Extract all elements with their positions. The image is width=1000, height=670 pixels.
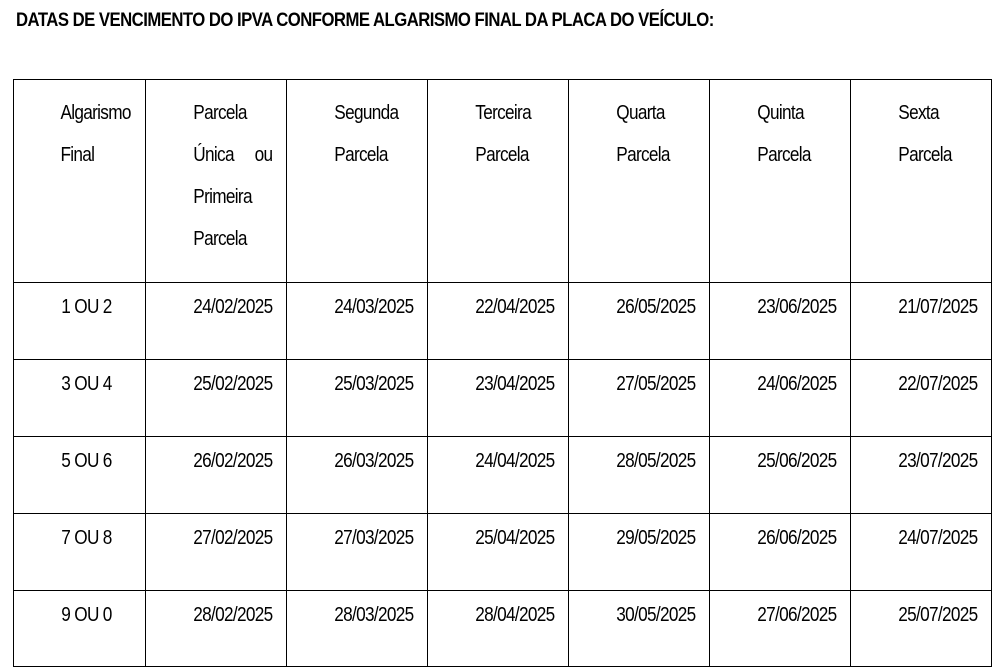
due-date-cell: 30/05/2025 [569, 591, 710, 667]
due-date-cell: 26/06/2025 [710, 514, 851, 591]
due-date-cell: 27/02/2025 [146, 514, 287, 591]
table-row [14, 591, 992, 667]
due-date-cell: 26/03/2025 [287, 437, 428, 514]
due-date-cell: 28/03/2025 [287, 591, 428, 667]
due-date-cell: 25/07/2025 [851, 591, 992, 667]
header-terceira-parcela [428, 80, 569, 283]
header-word: Única [193, 144, 234, 166]
plate-final-cell: 5 OU 6 [14, 437, 146, 514]
table-row [14, 514, 992, 591]
due-date-cell: 23/06/2025 [710, 283, 851, 360]
header-line: Sexta [898, 102, 939, 124]
header-segunda-parcela [287, 80, 428, 283]
due-date-cell: 25/06/2025 [710, 437, 851, 514]
header-algarismo-final [14, 80, 146, 283]
due-date-cell: 24/02/2025 [146, 283, 287, 360]
due-date-cell: 24/06/2025 [710, 360, 851, 437]
table-header-row [14, 80, 992, 283]
plate-final-cell: 1 OU 2 [14, 283, 146, 360]
due-date-cell: 28/02/2025 [146, 591, 287, 667]
due-date-cell: 22/07/2025 [851, 360, 992, 437]
due-date-cell: 24/03/2025 [287, 283, 428, 360]
header-line: Parcela [616, 144, 670, 166]
table-row [14, 437, 992, 514]
ipva-due-dates-table [13, 79, 992, 667]
header-quinta-parcela [710, 80, 851, 283]
table-row [14, 360, 992, 437]
header-line: Terceira [475, 102, 531, 124]
header-line: Parcela [898, 144, 952, 166]
header-line: Parcela [193, 102, 247, 124]
header-line: Segunda [334, 102, 399, 124]
header-line: Quinta [757, 102, 804, 124]
due-date-cell: 29/05/2025 [569, 514, 710, 591]
header-sexta-parcela [851, 80, 992, 283]
page-title: DATAS DE VENCIMENTO DO IPVA CONFORME ALGARISMO FINAL DA PLACA DO VEÍCULO: [16, 10, 714, 31]
due-date-cell: 24/07/2025 [851, 514, 992, 591]
due-date-cell: 24/04/2025 [428, 437, 569, 514]
table-row [14, 283, 992, 360]
due-date-cell: 21/07/2025 [851, 283, 992, 360]
header-line: Parcela [475, 144, 529, 166]
due-date-cell: 27/05/2025 [569, 360, 710, 437]
header-line: Parcela [193, 228, 247, 250]
due-date-cell: 23/04/2025 [428, 360, 569, 437]
due-date-cell: 27/06/2025 [710, 591, 851, 667]
plate-final-cell: 9 OU 0 [14, 591, 146, 667]
header-line: Primeira [193, 186, 252, 208]
header-line: Final [60, 144, 95, 166]
due-date-cell: 23/07/2025 [851, 437, 992, 514]
due-date-cell: 26/05/2025 [569, 283, 710, 360]
header-parcela-unica [146, 80, 287, 283]
plate-final-cell: 3 OU 4 [14, 360, 146, 437]
due-date-cell: 25/02/2025 [146, 360, 287, 437]
header-line: Parcela [334, 144, 388, 166]
header-word: ou [254, 144, 273, 166]
plate-final-cell: 7 OU 8 [14, 514, 146, 591]
due-date-cell: 25/03/2025 [287, 360, 428, 437]
header-line: Quarta [616, 102, 665, 124]
due-date-cell: 28/05/2025 [569, 437, 710, 514]
due-date-cell: 26/02/2025 [146, 437, 287, 514]
due-date-cell: 28/04/2025 [428, 591, 569, 667]
header-line-justified [193, 134, 272, 176]
header-line: Algarismo [60, 102, 131, 124]
due-date-cell: 22/04/2025 [428, 283, 569, 360]
header-quarta-parcela [569, 80, 710, 283]
due-date-cell: 25/04/2025 [428, 514, 569, 591]
header-line: Parcela [757, 144, 811, 166]
due-date-cell: 27/03/2025 [287, 514, 428, 591]
